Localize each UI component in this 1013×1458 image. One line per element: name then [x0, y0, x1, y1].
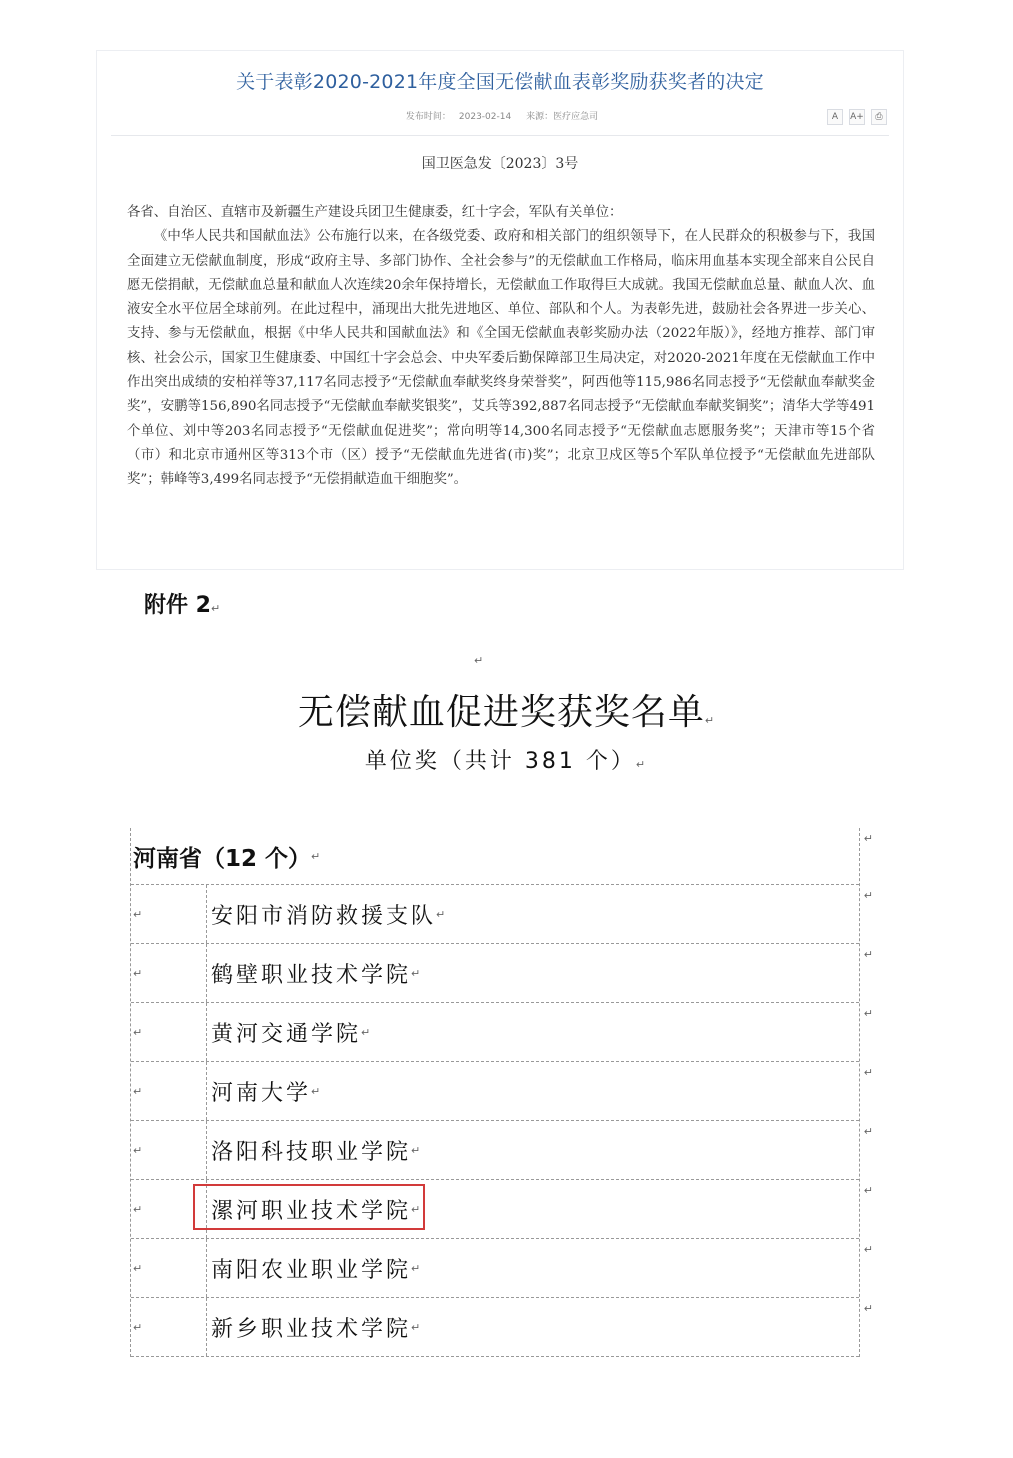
source: 来源：医疗应急司	[526, 112, 599, 122]
publish-time: 发布时间： 2023-02-14	[405, 112, 512, 122]
print-icon[interactable]: ⎙	[871, 109, 887, 125]
unit-name: 安阳市消防救援支队 ↵	[211, 903, 449, 929]
table-row: ↵ 鹤壁职业技术学院 ↵ ↵	[131, 943, 859, 1002]
attachment-label: 附件 2↵	[144, 593, 221, 618]
article-title: 关于表彰2020-2021年度全国无偿献血表彰奖励获奖者的决定	[236, 71, 764, 93]
paragraph-mark: ↵	[474, 654, 484, 667]
font-increase-button[interactable]: A+	[849, 109, 865, 125]
table-row: ↵ 新乡职业技术学院 ↵ ↵	[131, 1297, 859, 1357]
table-row: ↵ 黄河交通学院 ↵ ↵	[131, 1002, 859, 1061]
table-row: ↵ 洛阳科技职业学院 ↵ ↵	[131, 1120, 859, 1179]
body-paragraph: 《中华人民共和国献血法》公布施行以来，在各级党委、政府和相关部门的组织领导下，在人民群众的积极参与下，我国全面建立无偿献血制度，形成“政府主导、多部门协作、全社会参与”的无偿献血工作格局，临床用血基本实现全部来自公民自愿无偿捐献，无偿献血总量和献血人次连续20余年保持增长，无偿献血工作取得巨大成就。我国无偿献血总量、献血人次、血液安全水平位居全球前列。在此过程中，涌现出大批先进地区、单位、部队和个人。为表彰先进，鼓励社会各界进一步关心、支持、参与无偿献血，根据《中华人民共和国献血法》和《全国无偿献血表彰奖励办法（2022年版）》，经地方推荐、部门审核、社会公示，国家卫生健康委、中国红十字会总会、中央军委后勤保障部卫生局决定，对2020-2021年度在无偿献血工作中作出突出成绩的安柏祥等37,117名同志授予“无偿献血奉献奖终身荣誉奖”，阿西他等115,986名同志授予“无偿献血奉献奖金奖”，安鹏等156,890名同志授予“无偿献血奉献奖银奖”，艾兵等392,887名同志授予“无偿献血奉献奖铜奖”；清华大学等491个单位、刘中等203名同志授予“无偿献血促进奖”；常向明等14,300名同志授予“无偿献血志愿服务奖”；天津市等15个省（市）和北京市通州区等313个市（区）授予“无偿献血先进省(市)奖”；北京卫戍区等5个军队单位授予“无偿献血先进部队奖”；韩峰等3,499名同志授予“无偿捐献造血干细胞奖”。	[127, 229, 875, 488]
list-title: 无偿献血促进奖获奖名单↵	[297, 692, 716, 733]
table-row-highlighted: ↵ 漯河职业技术学院 ↵ ↵	[131, 1179, 859, 1238]
list-subtitle: 单位奖（共计 381 个）↵	[364, 749, 649, 774]
table-row: ↵ 安阳市消防救援支队 ↵ ↵	[131, 884, 859, 943]
article-panel	[96, 50, 904, 570]
unit-name: 黄河交通学院 ↵	[211, 1021, 374, 1047]
award-table	[130, 828, 873, 1357]
font-decrease-button[interactable]: A	[827, 109, 843, 125]
unit-name: 鹤壁职业技术学院 ↵	[211, 962, 424, 988]
table-row: ↵ 南阳农业职业学院 ↵ ↵	[131, 1238, 859, 1297]
document-number: 国卫医急发〔2023〕3号	[421, 156, 579, 172]
salutation: 各省、自治区、直辖市及新疆生产建设兵团卫生健康委，红十字会，军队有关单位：	[127, 205, 623, 220]
table-row: ↵ 河南大学 ↵ ↵	[131, 1061, 859, 1120]
unit-name: 新乡职业技术学院 ↵	[211, 1316, 424, 1342]
province-heading: 河南省（12 个） ↵	[133, 845, 321, 872]
unit-name: 河南大学 ↵	[211, 1080, 324, 1106]
unit-name: 南阳农业职业学院 ↵	[211, 1257, 424, 1283]
divider	[111, 135, 889, 136]
article-body	[127, 201, 875, 493]
article-toolbar	[827, 109, 887, 125]
province-row: 河南省（12 个） ↵ ↵	[131, 828, 859, 884]
article-meta	[97, 109, 903, 122]
unit-name: 洛阳科技职业学院 ↵	[211, 1139, 424, 1165]
unit-name: 漯河职业技术学院 ↵	[211, 1198, 424, 1224]
